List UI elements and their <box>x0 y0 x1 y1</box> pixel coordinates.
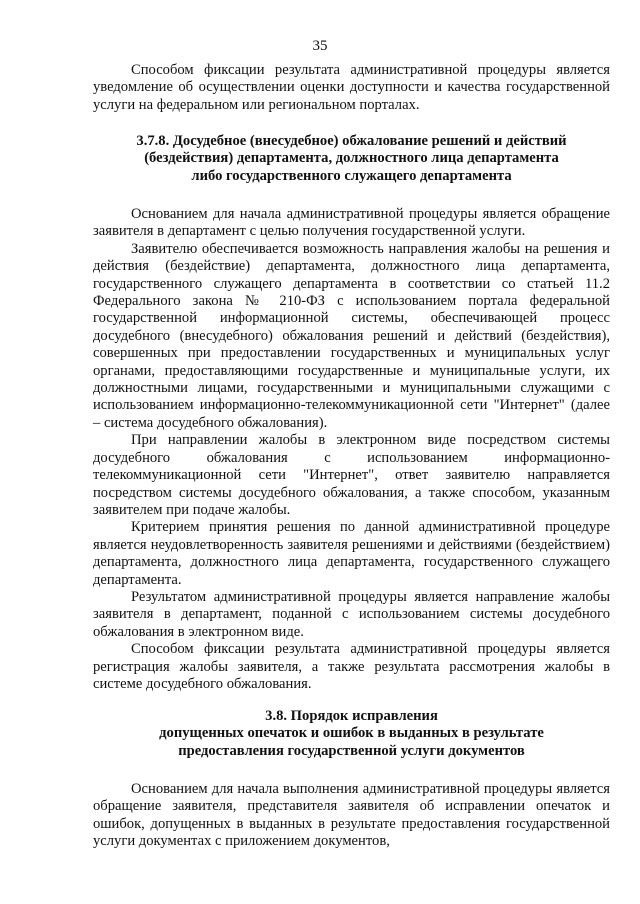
paragraph-complaint-possibility: Заявителю обеспечивается возможность направления жалобы на решения и действия (бездействие) департамента, должностного лица департамента, государственного служащего департамента в соответствии со статьей 11.2 Федерального закона № 210-ФЗ с использованием портала федеральной государственной информационной системы, обеспечивающей процесс досудебного (внесудебного) обжалования решений и действий (бездействия), совершенных при предоставлении государственных и муниципальных услуг органами, предоставляющими государственные и муниципальные услуги, их должностными лицами, государственными и муниципальными служащими с использованием информационно-телекоммуникационной сети "Интернет" (далее – система досудебного обжалования). <box>93 240 610 431</box>
section-38-heading-line-3: предоставления государственной услуги документов <box>178 742 525 759</box>
section-38-heading-line-2: допущенных опечаток и ошибок в выданных в результате <box>159 725 544 742</box>
section-38-heading-line-1: 3.8. Порядок исправления <box>265 708 438 724</box>
section-377-heading-line-3: либо государственного служащего департамента <box>191 167 512 184</box>
page-number: 35 <box>312 38 328 54</box>
section-377-heading-line-1: 3.7.8. Досудебное (внесудебное) обжалование решений и действий <box>136 133 567 149</box>
paragraph-decision-criterion: Критерием принятия решения по данной административной процедуре является неудовлетворенность заявителя решениями и действиями (бездействием) департамента, должностного лица департамента, государственного служащего департамента. <box>93 519 610 588</box>
paragraph-fixation-method: Способом фиксации результата административной процедуры является регистрация жалобы заявителя, а также результата рассмотрения жалобы в системе досудебного обжалования. <box>93 641 610 692</box>
intro-paragraph: Способом фиксации результата административной процедуры является уведомление об осуществлении оценки доступности и качества государственной услуги на федеральном или региональном порталах. <box>93 62 610 113</box>
intro-block <box>93 62 610 114</box>
section-38-body <box>93 781 610 851</box>
paragraph-basis: Основанием для начала административной процедуры является обращение заявителя в департамент с целью получения государственной услуги. <box>93 206 610 240</box>
paragraph-electronic-complaint: При направлении жалобы в электронном виде посредством системы досудебного обжалования с использованием информационно-телекоммуникационной сети "Интернет", ответ заявителю направляется посредством системы досудебного обжалования, а также способом, указанным заявителем при подаче жалобы. <box>93 432 610 518</box>
paragraph-correction-basis: Основанием для начала выполнения административной процедуры является обращение заявителя, представителя заявителя об исправлении опечаток и ошибок, допущенных в выданных в результате предоставления государственной услуги документах с приложением документов, <box>93 781 610 850</box>
section-38-heading <box>93 708 610 760</box>
section-377-heading <box>93 133 610 185</box>
section-377-heading-line-2: (бездействия) департамента, должностного лица департамента <box>144 150 559 167</box>
section-377-body <box>93 206 610 693</box>
paragraph-result: Результатом административной процедуры является направление жалобы заявителя в департамент, поданной с использованием системы досудебного обжалования в электронном виде. <box>93 588 610 640</box>
